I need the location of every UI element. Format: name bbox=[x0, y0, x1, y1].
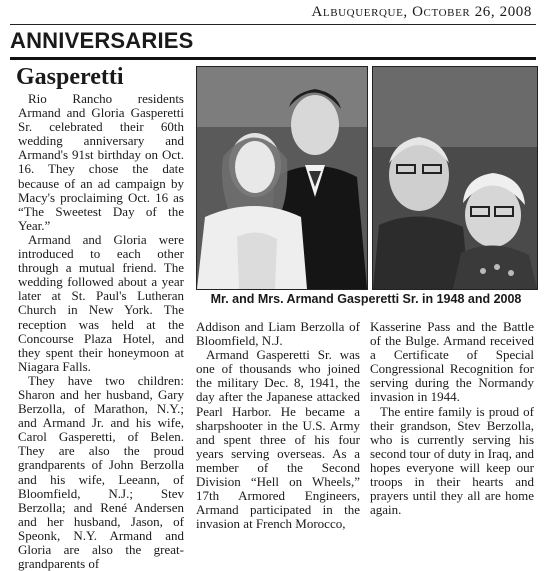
wedding-photo-1948 bbox=[196, 66, 368, 290]
section-title: ANNIVERSARIES bbox=[10, 28, 194, 53]
dateline: Albuquerque, October 26, 2008 bbox=[311, 4, 532, 20]
paragraph: Armand and Gloria were introduced to each other through a mutual friend. The wedding followed about a year later at St. Paul's Lutheran Church in New York. The reception was held at the Concourse Plaza Hotel, and they spent their honeymoon at Niagara Falls. bbox=[18, 231, 184, 374]
article-column-2 bbox=[196, 320, 360, 531]
photo-caption: Mr. and Mrs. Armand Gasperetti Sr. in 1948 and 2008 bbox=[210, 292, 522, 306]
section-rule bbox=[10, 57, 536, 60]
paragraph: Addison and Liam Berzolla of Bloomfield, N.J. bbox=[196, 319, 360, 349]
top-rule bbox=[10, 24, 536, 25]
paragraph: Rio Rancho residents Armand and Gloria Gasperetti Sr. celebrated their 60th wedding anniversary and Armand's 91st birthday on Oct. 16. They chose the date because of an ad campaign by Macy's proclaiming Oct. 16 as “The Sweetest Day of the Year.” bbox=[18, 91, 184, 233]
paragraph: Kasserine Pass and the Battle of the Bulge. Armand received a Certificate of Special Congressional Recognition for serving during the Normandy invasion in 1944. bbox=[370, 319, 534, 405]
article-column-1 bbox=[18, 92, 184, 571]
anniversary-photo-2008 bbox=[372, 66, 538, 290]
article-column-3 bbox=[370, 320, 534, 517]
paragraph: Armand Gasperetti Sr. was one of thousands who joined the military Dec. 8, 1941, the day after the Japanese attacked Pearl Harbor. He became a sharpshooter in the U.S. Army and spent three of his four years serving overseas. As a member of the Second Division “Hell on Wheels,” 17th Armored Engineers, Armand participated in the invasion at French Morocco, bbox=[196, 347, 360, 532]
paragraph: They have two children: Sharon and her husband, Gary Berzolla, of Marathon, N.Y.; and Armand Jr. and his wife, Carol Gasperetti, of Belen. They are also the proud grandparents of John Berzolla and his wife, Leeann, of Bloomfield, N.J.; Stev Berzolla; and René Andersen and her husband, Jason, of Speonk, N.Y. Armand and Gloria are also the great-grandparents of bbox=[18, 372, 184, 571]
paragraph: The entire family is proud of their grandson, Stev Berzolla, who is currently serving his second tour of duty in Iraq, and hopes everyone will keep our troops in their hearts and prayers until they all are home again. bbox=[370, 403, 534, 518]
article-headline: Gasperetti bbox=[16, 64, 124, 90]
